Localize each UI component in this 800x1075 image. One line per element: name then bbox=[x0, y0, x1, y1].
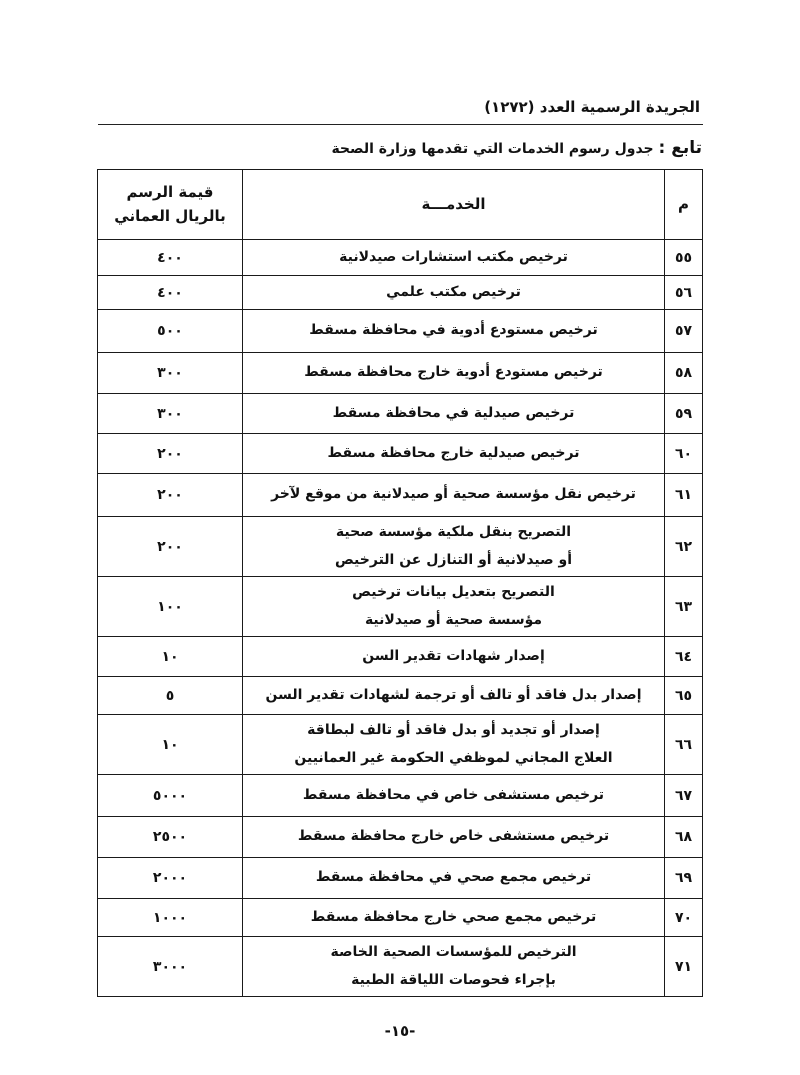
row-service bbox=[243, 899, 665, 937]
caption-title: جدول رسوم الخدمات التي تقدمها وزارة الصحة bbox=[331, 141, 654, 157]
row-fee: ١٠٠٠ bbox=[98, 899, 243, 937]
row-fee: ٣٠٠ bbox=[98, 353, 243, 394]
table-row bbox=[98, 240, 703, 276]
row-service bbox=[243, 517, 665, 577]
row-fee: ١٠ bbox=[98, 715, 243, 775]
table-row bbox=[98, 474, 703, 517]
row-fee: ١٠ bbox=[98, 637, 243, 677]
row-fee: ٣٠٠ bbox=[98, 394, 243, 434]
service-line: ترخيص مجمع صحي في محافظة مسقط bbox=[315, 869, 592, 886]
row-service bbox=[243, 577, 665, 637]
service-line: ترخيص مستشفى خاص في محافظة مسقط bbox=[302, 786, 605, 803]
table-row bbox=[98, 715, 703, 775]
row-fee: ٥ bbox=[98, 677, 243, 715]
table-row bbox=[98, 517, 703, 577]
table-row bbox=[98, 775, 703, 817]
row-number: ٦٨ bbox=[665, 817, 703, 858]
row-number: ٦٥ bbox=[665, 677, 703, 715]
row-service bbox=[243, 817, 665, 858]
row-number: ٥٥ bbox=[665, 240, 703, 276]
service-line: إصدار أو تجديد أو بدل فاقد أو تالف لبطاقة bbox=[307, 722, 600, 739]
row-service bbox=[243, 310, 665, 353]
row-fee: ١٠٠ bbox=[98, 577, 243, 637]
row-number: ٥٦ bbox=[665, 276, 703, 310]
row-fee: ٤٠٠ bbox=[98, 240, 243, 276]
service-line: ترخيص مستشفى خاص خارج محافظة مسقط bbox=[297, 828, 610, 845]
row-fee: ٥٠٠ bbox=[98, 310, 243, 353]
row-number: ٥٨ bbox=[665, 353, 703, 394]
row-service bbox=[243, 276, 665, 310]
row-number: ٦٢ bbox=[665, 517, 703, 577]
row-number: ٧٠ bbox=[665, 899, 703, 937]
row-number: ٧١ bbox=[665, 937, 703, 997]
table-row bbox=[98, 434, 703, 474]
table-row bbox=[98, 937, 703, 997]
table-row bbox=[98, 858, 703, 899]
service-line: ترخيص مستودع أدوية في محافظة مسقط bbox=[309, 322, 598, 339]
service-line: ترخيص صيدلية خارج محافظة مسقط bbox=[327, 444, 580, 461]
row-service bbox=[243, 394, 665, 434]
row-service bbox=[243, 715, 665, 775]
row-fee: ٢٥٠٠ bbox=[98, 817, 243, 858]
row-fee: ٢٠٠٠ bbox=[98, 858, 243, 899]
row-service bbox=[243, 240, 665, 276]
row-service bbox=[243, 353, 665, 394]
service-line: إصدار بدل فاقد أو تالف أو ترجمة لشهادات تقدير السن bbox=[265, 686, 642, 703]
header-fee-line2: بالريال العماني bbox=[114, 206, 226, 225]
service-line: ترخيص صيدلية في محافظة مسقط bbox=[332, 404, 575, 421]
service-line: مؤسسة صحية أو صيدلانية bbox=[364, 611, 543, 628]
service-line: أو صيدلانية أو التنازل عن الترخيص bbox=[334, 551, 573, 568]
page-number: -١٥- bbox=[384, 1022, 416, 1040]
service-line: التصريح بتعديل بيانات ترخيص bbox=[352, 584, 555, 601]
table-row bbox=[98, 677, 703, 715]
gazette-header: الجريدة الرسمية العدد (١٢٧٢) bbox=[484, 98, 700, 116]
table-row bbox=[98, 577, 703, 637]
service-line: ترخيص نقل مؤسسة صحية أو صيدلانية من موقع لآخر bbox=[271, 486, 636, 503]
table-header-row bbox=[98, 170, 703, 240]
service-line: ترخيص مكتب علمي bbox=[386, 283, 521, 300]
row-service bbox=[243, 858, 665, 899]
row-number: ٦٣ bbox=[665, 577, 703, 637]
service-line: ترخيص مكتب استشارات صيدلانية bbox=[339, 248, 568, 265]
row-service bbox=[243, 677, 665, 715]
header-divider bbox=[98, 124, 703, 125]
table-row bbox=[98, 310, 703, 353]
service-line: إصدار شهادات تقدير السن bbox=[362, 647, 545, 664]
table-caption bbox=[331, 138, 702, 158]
row-service bbox=[243, 474, 665, 517]
table-row bbox=[98, 637, 703, 677]
header-fee bbox=[98, 170, 243, 240]
table-row bbox=[98, 817, 703, 858]
service-line: التصريح بنقل ملكية مؤسسة صحية bbox=[335, 524, 572, 541]
service-line: ترخيص مجمع صحي خارج محافظة مسقط bbox=[310, 908, 597, 925]
row-service bbox=[243, 434, 665, 474]
header-service: الخدمـــة bbox=[243, 170, 665, 240]
row-fee: ٢٠٠ bbox=[98, 434, 243, 474]
table-body bbox=[98, 240, 703, 997]
row-number: ٦٦ bbox=[665, 715, 703, 775]
service-line: بإجراء فحوصات اللياقة الطبية bbox=[351, 971, 556, 988]
row-fee: ٢٠٠ bbox=[98, 517, 243, 577]
row-number: ٦٤ bbox=[665, 637, 703, 677]
row-number: ٥٧ bbox=[665, 310, 703, 353]
service-line: الترخيص للمؤسسات الصحية الخاصة bbox=[330, 944, 577, 961]
table-row bbox=[98, 899, 703, 937]
row-fee: ٣٠٠٠ bbox=[98, 937, 243, 997]
service-line: العلاج المجاني لموظفي الحكومة غير العمانيين bbox=[294, 749, 613, 766]
row-number: ٥٩ bbox=[665, 394, 703, 434]
row-fee: ٤٠٠ bbox=[98, 276, 243, 310]
row-number: ٦٩ bbox=[665, 858, 703, 899]
table-row bbox=[98, 394, 703, 434]
row-service bbox=[243, 775, 665, 817]
row-number: ٦٠ bbox=[665, 434, 703, 474]
service-line: ترخيص مستودع أدوية خارج محافظة مسقط bbox=[304, 364, 603, 381]
row-service bbox=[243, 637, 665, 677]
header-fee-line1: قيمة الرسم bbox=[126, 183, 214, 202]
table-row bbox=[98, 353, 703, 394]
row-fee: ٢٠٠ bbox=[98, 474, 243, 517]
row-service bbox=[243, 937, 665, 997]
header-number: م bbox=[665, 170, 703, 240]
caption-lead: تابع : bbox=[658, 138, 702, 158]
row-number: ٦١ bbox=[665, 474, 703, 517]
fees-table bbox=[97, 169, 703, 997]
row-fee: ٥٠٠٠ bbox=[98, 775, 243, 817]
table-row bbox=[98, 276, 703, 310]
row-number: ٦٧ bbox=[665, 775, 703, 817]
